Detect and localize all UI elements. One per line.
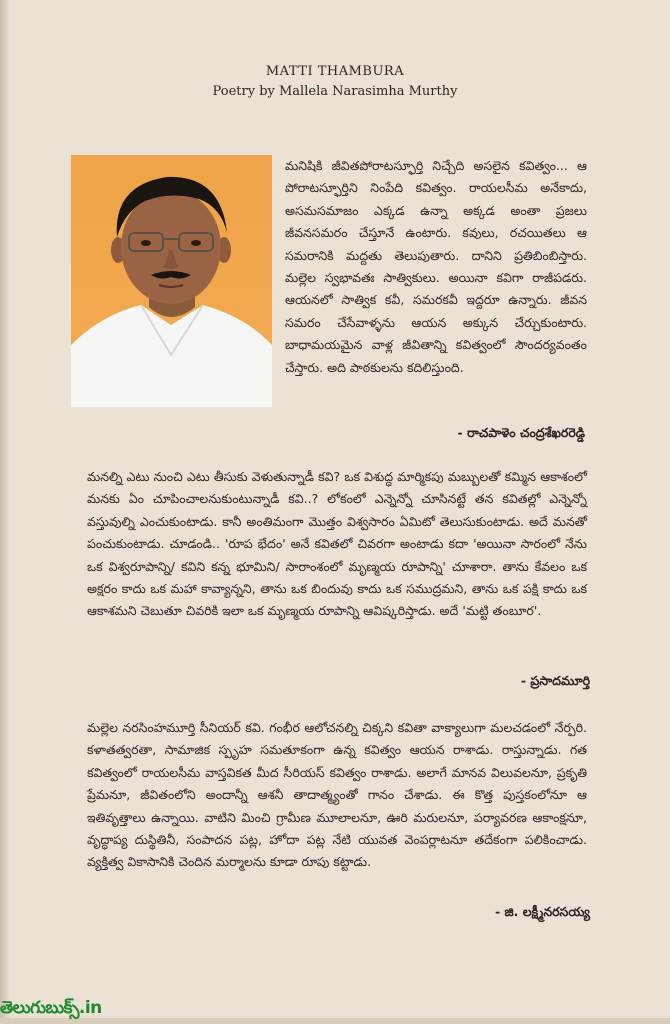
book-subtitle: Poetry by Mallela Narasimha Murthy	[212, 84, 458, 99]
review-paragraph-2: మనల్ని ఎటు నుంచి ఎటు తీసుకు వెళుతున్నాడీ కవి? ఒక విశుద్ధ మార్మికపు మబ్బులతో కమ్మిన ఆకాశంలో మనకు ఏం చూపించాలనుకుంటున్నాడీ కవి..? లోకంలో ఎన్నెన్నో చూసినట్టే తన కవితల్లో ఎన్నెన్నో వస్తువుల్ని ఎంచుకుంటాడు. కానీ అంతిమంగా మొత్తం విశ్వసారం ఏమిటో తెలుసుకుంటాడు. అదే మనతో పంచుకుంటాడు. చూడండి.. 'రూప భేదం' అనే కవితలో చివరగా అంటాడు కదా 'అయినా సారంలో నేను ఒక విశ్వరూపాన్ని/ కవిని కన్న భూమిని/ సారాంశంలో మృణ్మయ రూపాన్ని' చూశారా. తాను కేవలం ఒక అక్షరం కాదు ఒక మహా కావ్యాన్నని, తాను ఒక బిందువు కాదు ఒక సముద్రమని, తాను ఒక పక్షి కాదు ఒక ఆకాశమని చెబుతూ చివరికి ఇలా ఒక మృణ్మయ రూపాన్ని ఆవిష్కరిస్తాడు. అదే 'మట్టి తంబూర'.	[87, 469, 587, 619]
book-title: MATTI THAMBURA	[265, 64, 405, 79]
review-signature-2: - ప్రసాదమూర్తి	[520, 673, 590, 688]
book-spine-edge	[0, 0, 10, 1024]
review-paragraph-3: మల్లెల నరసింహమూర్తి సీనియర్ కవి. గంభీర ఆలోచనల్ని చిక్కని కవితా వాక్యాలుగా మలచడంలో నేర్పరి. కళాతత్వరతా, సామాజిక స్పృహ సమతూకంగా ఉన్న కవిత్వం ఆయన రాశాడు. రాస్తున్నాడు. గత కవిత్వంలో రాయలసీమ వాస్తవికత మీద సీరియస్ కవిత్వం రాశాడు. అలాగే మానవ విలువలనూ, ప్రకృతి ప్రేమనూ, జీవితంలోని అందాన్నీ ఆశనీ తాదాత్మ్యంతో గానం చేశాడు. ఈ కొత్త పుస్తకంలోనూ ఆ ఇతివృత్తాలు ఉన్నాయి. వాటిని మించి గ్రామీణ మూలాలనూ, ఊరి మరులనూ, పర్యావరణ ఆకాంక్షనూ, వృద్ధాప్య దుస్థితినీ, సంపాదన పట్ల, హోదా పట్ల నేటి యువత వెంపర్లాటనూ తదేకంగా పలికించాడు. వ్యక్తిత్వ వికాసానికి చెందిన మర్మాలను కూడా రూపు కట్టాడు.	[87, 720, 587, 870]
review-signature-1: - రాచపాళెం చంద్రశేఖరరెడ్డి	[457, 425, 585, 440]
review-signature-3: - జి. లక్ష్మీనరసయ్య	[494, 904, 590, 919]
review-paragraph-1: మనిషికి జీవితపోరాటస్ఫూర్తి నిచ్చేది అసలైన కవిత్వం... ఆ పోరాటస్ఫూర్తిని నింపేది కవిత్వం. రాయలసీమ అనేకాదు, అసమసమాజం ఎక్కడ ఉన్నా అక్కడ అంతా ప్రజలు జీవనసమరం చేస్తూనే ఉంటారు. కవులు, రచయితలు ఆ సమరానికి మద్దతు తెలుపుతారు. దానిని ప్రతిబింబిస్తారు. మల్లెల స్వభావతః సాత్వికులు. అయినా కవిగా రాజీపడరు. ఆయనలో సాత్విక కవీ, సమరకవీ ఇద్దరూ ఉన్నారు. జీవన సమరం చేసేవాళ్ళను ఆయన అక్కున చేర్చుకుంటారు. బాధామయమైన వాళ్ల జీవితాన్ని కవిత్వంలో సౌందర్యవంతం చేస్తారు. అది పాఠకులను కదిలిస్తుంది.	[285, 158, 587, 375]
author-photo	[71, 155, 272, 407]
site-watermark: తెలుగుబుక్స్.in	[0, 998, 102, 1018]
author-portrait-illustration	[71, 155, 272, 407]
